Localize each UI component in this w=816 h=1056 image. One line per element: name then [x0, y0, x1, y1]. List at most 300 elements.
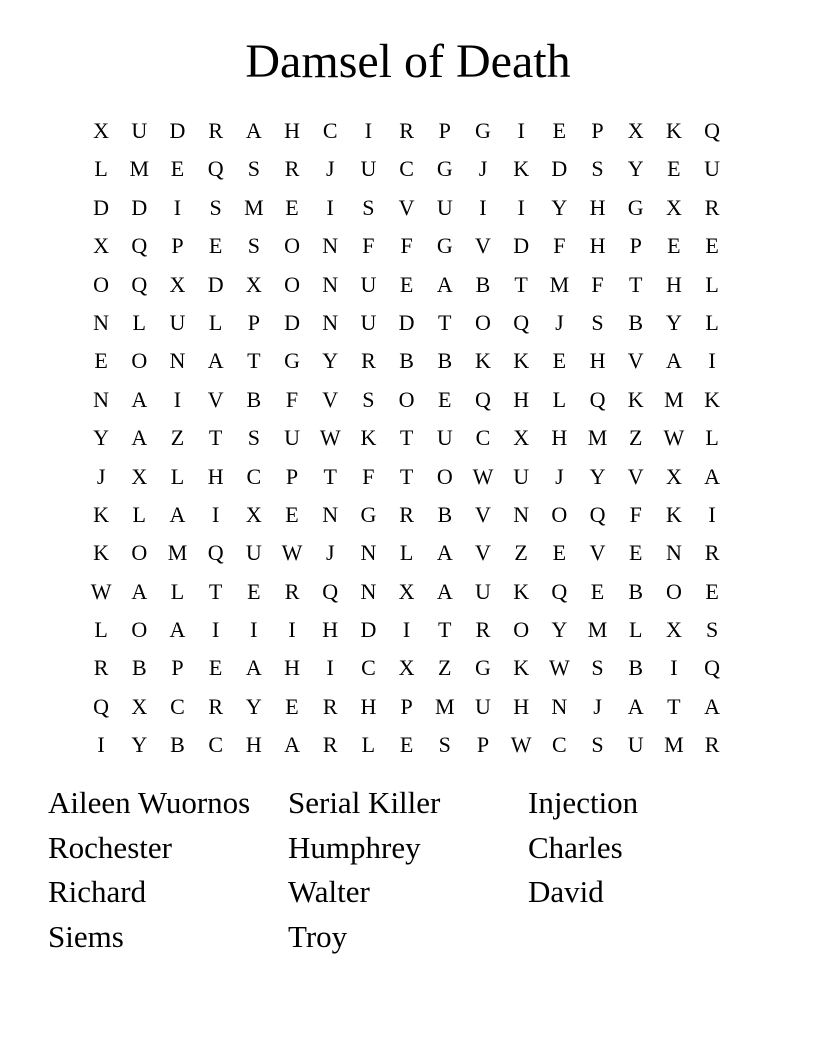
grid-letter: S: [591, 156, 604, 182]
grid-letter: R: [704, 540, 720, 566]
word-list-item: Siems: [48, 918, 124, 954]
grid-letter: U: [475, 693, 491, 719]
grid-letter: O: [513, 617, 530, 643]
grid-letter: N: [665, 540, 682, 566]
grid-letter: T: [438, 309, 452, 335]
grid-letter: M: [664, 732, 684, 758]
grid-letter: H: [513, 386, 530, 412]
grid-letter: P: [591, 118, 604, 143]
word-list-item: Injection: [528, 785, 639, 820]
grid-letter: P: [629, 233, 642, 259]
grid-letter: M: [244, 194, 264, 220]
grid-letter: Q: [131, 271, 148, 297]
grid-letter: H: [207, 463, 224, 489]
grid-letter: N: [93, 309, 110, 335]
grid-letter: W: [548, 655, 570, 681]
grid-letter: D: [284, 309, 300, 335]
grid-letter: U: [284, 425, 300, 451]
grid-letter: H: [665, 271, 682, 297]
grid-letter: I: [211, 501, 220, 527]
grid-letter: G: [360, 501, 377, 527]
grid-letter: H: [284, 655, 300, 681]
grid-letter: Y: [131, 732, 148, 758]
grid-letter: R: [399, 118, 414, 143]
grid-letter: V: [475, 501, 491, 527]
grid-letter: Q: [322, 578, 339, 604]
grid-letter: O: [398, 386, 415, 412]
grid-letter: M: [587, 617, 608, 643]
grid-letter: L: [94, 617, 108, 643]
grid-letter: O: [665, 578, 682, 604]
grid-letter: D: [513, 233, 530, 259]
grid-letter: R: [208, 693, 223, 719]
grid-letter: C: [170, 693, 185, 719]
word-list-item: Rochester: [48, 829, 172, 865]
grid-letter: Q: [704, 655, 721, 681]
grid-letter: X: [665, 617, 682, 643]
grid-letter: Y: [665, 309, 682, 335]
grid-letter: V: [627, 463, 644, 489]
grid-letter: B: [437, 348, 453, 374]
grid-letter: Q: [589, 386, 606, 412]
word-list-item: Troy: [288, 918, 348, 954]
letter-grid: [82, 112, 731, 765]
grid-letter: C: [399, 156, 414, 182]
grid-letter: R: [322, 693, 338, 719]
grid-letter: A: [131, 578, 148, 604]
grid-letter: K: [475, 348, 491, 374]
grid-letter: G: [475, 118, 491, 143]
grid-letter: I: [402, 617, 411, 643]
grid-letter: I: [364, 118, 373, 143]
grid-letter: A: [131, 386, 148, 412]
grid-letter: D: [551, 156, 568, 182]
grid-letter: E: [705, 578, 719, 604]
grid-letter: N: [322, 501, 339, 527]
grid-letter: B: [475, 271, 491, 297]
grid-letter: S: [209, 194, 222, 220]
grid-letter: G: [627, 194, 644, 220]
grid-letter: E: [94, 348, 108, 374]
grid-letter: B: [628, 655, 644, 681]
grid-letter: R: [93, 655, 109, 681]
grid-letter: K: [665, 501, 682, 527]
grid-letter: M: [435, 693, 455, 719]
grid-letter: U: [360, 156, 377, 182]
grid-letter: U: [475, 578, 491, 604]
grid-letter: P: [476, 732, 490, 758]
grid-letter: D: [207, 271, 224, 297]
grid-letter: Y: [589, 463, 606, 489]
grid-letter: U: [245, 540, 262, 566]
grid-letter: S: [705, 617, 719, 643]
grid-letter: R: [399, 501, 414, 527]
grid-letter: I: [479, 194, 487, 220]
grid-letter: B: [437, 501, 453, 527]
grid-letter: C: [246, 463, 262, 489]
grid-letter: K: [513, 655, 530, 681]
grid-letter: Y: [551, 617, 568, 643]
grid-letter: I: [708, 348, 716, 374]
grid-letter: A: [436, 578, 453, 604]
grid-letter: H: [284, 118, 300, 143]
grid-letter: U: [436, 194, 453, 220]
grid-letter: Q: [513, 309, 530, 335]
grid-letter: I: [173, 386, 182, 412]
grid-letter: J: [555, 463, 564, 489]
grid-letter: U: [436, 425, 453, 451]
grid-letter: U: [131, 118, 148, 143]
grid-letter: I: [517, 118, 525, 143]
grid-letter: A: [245, 118, 262, 143]
grid-letter: O: [93, 271, 110, 297]
grid-letter: J: [325, 540, 335, 566]
grid-letter: X: [131, 693, 148, 719]
grid-letter: T: [399, 463, 414, 489]
grid-letter: S: [362, 386, 375, 412]
grid-letter: V: [627, 348, 644, 374]
grid-letter: B: [628, 309, 644, 335]
grid-letter: X: [93, 118, 110, 143]
grid-letter: W: [281, 540, 303, 566]
grid-letter: E: [399, 271, 414, 297]
grid-letter: X: [627, 118, 644, 143]
grid-letter: R: [208, 118, 223, 143]
grid-letter: L: [170, 463, 185, 489]
grid-letter: S: [362, 194, 375, 220]
grid-letter: P: [400, 693, 413, 719]
grid-letter: O: [436, 463, 453, 489]
grid-letter: I: [97, 732, 105, 758]
grid-letter: Y: [322, 348, 339, 374]
grid-letter: A: [207, 348, 224, 374]
grid-letter: M: [549, 271, 570, 297]
grid-letter: B: [399, 348, 414, 374]
grid-letter: Q: [551, 578, 568, 604]
grid-letter: X: [245, 501, 262, 527]
grid-letter: Z: [438, 655, 452, 681]
grid-letter: D: [360, 617, 377, 643]
grid-letter: K: [513, 348, 530, 374]
grid-letter: N: [360, 540, 377, 566]
grid-letter: F: [285, 386, 299, 412]
grid-letter: N: [322, 309, 339, 335]
grid-letter: L: [361, 732, 376, 758]
grid-letter: K: [665, 118, 682, 143]
grid-letter: Q: [207, 540, 224, 566]
grid-letter: W: [90, 578, 112, 604]
grid-letter: K: [627, 386, 644, 412]
grid-letter: L: [705, 425, 719, 451]
grid-letter: A: [627, 693, 644, 719]
grid-letter: Y: [551, 194, 568, 220]
grid-letter: N: [169, 348, 186, 374]
grid-letter: N: [360, 578, 377, 604]
grid-letter: W: [510, 732, 532, 758]
grid-letter: H: [360, 693, 377, 719]
grid-letter: E: [667, 233, 681, 259]
grid-letter: E: [285, 194, 299, 220]
grid-letter: U: [360, 309, 377, 335]
grid-letter: V: [475, 540, 491, 566]
grid-letter: B: [628, 578, 644, 604]
grid-letter: F: [629, 501, 642, 527]
grid-letter: Z: [170, 425, 185, 451]
grid-letter: H: [551, 425, 568, 451]
grid-letter: I: [326, 194, 334, 220]
grid-letter: R: [284, 578, 300, 604]
grid-letter: A: [169, 501, 186, 527]
grid-letter: V: [398, 194, 415, 220]
grid-letter: I: [288, 617, 296, 643]
grid-letter: T: [514, 271, 528, 297]
grid-letter: S: [247, 156, 260, 182]
grid-letter: D: [398, 309, 415, 335]
grid-letter: X: [131, 463, 148, 489]
grid-letter: L: [399, 540, 414, 566]
grid-letter: I: [517, 194, 525, 220]
grid-letter: P: [285, 463, 299, 489]
page-title: Damsel of Death: [245, 35, 571, 88]
grid-letter: A: [284, 732, 300, 758]
grid-letter: H: [589, 348, 606, 374]
grid-letter: C: [322, 118, 338, 143]
grid-letter: H: [245, 732, 262, 758]
grid-letter: N: [322, 233, 339, 259]
grid-letter: E: [170, 156, 185, 182]
grid-letter: L: [628, 617, 643, 643]
grid-letter: Y: [627, 156, 644, 182]
grid-letter: Q: [207, 156, 224, 182]
grid-letter: V: [475, 233, 491, 259]
grid-letter: M: [129, 156, 150, 182]
grid-letter: X: [665, 463, 682, 489]
grid-letter: Z: [514, 540, 528, 566]
grid-letter: H: [513, 693, 530, 719]
grid-letter: K: [513, 156, 530, 182]
word-list-item: Richard: [48, 874, 147, 910]
grid-letter: D: [93, 194, 110, 220]
grid-letter: S: [591, 309, 604, 335]
grid-letter: R: [322, 732, 338, 758]
grid-letter: J: [555, 309, 564, 335]
grid-letter: P: [247, 309, 260, 335]
grid-letter: B: [170, 732, 185, 758]
grid-letter: T: [247, 348, 261, 374]
grid-letter: X: [665, 194, 682, 220]
grid-letter: E: [705, 233, 719, 259]
grid-letter: B: [131, 655, 147, 681]
grid-letter: U: [704, 156, 721, 182]
word-list-item: Aileen Wuornos: [48, 785, 251, 820]
grid-letter: T: [667, 693, 681, 719]
grid-letter: E: [208, 233, 223, 259]
grid-letter: G: [475, 655, 491, 681]
grid-letter: A: [131, 425, 148, 451]
grid-letter: A: [665, 348, 682, 374]
grid-letter: D: [169, 118, 186, 143]
grid-letter: T: [628, 271, 643, 297]
word-list: [48, 781, 768, 959]
grid-letter: A: [436, 540, 453, 566]
grid-letter: I: [708, 501, 716, 527]
grid-letter: C: [361, 655, 376, 681]
grid-letter: E: [399, 732, 414, 758]
grid-letter: P: [171, 655, 184, 681]
grid-letter: A: [436, 271, 453, 297]
grid-letter: D: [131, 194, 148, 220]
grid-letter: U: [627, 732, 644, 758]
grid-letter: M: [664, 386, 684, 412]
grid-letter: V: [589, 540, 606, 566]
grid-letter: F: [553, 233, 566, 259]
grid-letter: R: [475, 617, 491, 643]
grid-letter: O: [284, 271, 300, 297]
grid-letter: R: [704, 194, 720, 220]
grid-letter: E: [552, 348, 567, 374]
grid-letter: E: [552, 118, 567, 143]
grid-letter: S: [247, 233, 260, 259]
grid-letter: L: [132, 501, 146, 527]
word-list-item: David: [528, 874, 604, 910]
grid-letter: O: [131, 348, 148, 374]
grid-letter: S: [591, 655, 604, 681]
word-list-item: Walter: [288, 874, 370, 910]
grid-letter: N: [93, 386, 110, 412]
grid-letter: K: [704, 386, 721, 412]
grid-letter: L: [94, 156, 108, 182]
grid-letter: T: [323, 463, 337, 489]
grid-letter: H: [589, 194, 606, 220]
grid-letter: M: [587, 425, 608, 451]
grid-letter: A: [169, 617, 186, 643]
grid-letter: I: [670, 655, 678, 681]
grid-letter: N: [322, 271, 339, 297]
grid-letter: G: [284, 348, 300, 374]
grid-letter: S: [591, 732, 604, 758]
grid-letter: U: [360, 271, 377, 297]
grid-letter: K: [513, 578, 530, 604]
grid-letter: H: [322, 617, 339, 643]
grid-letter: A: [704, 463, 721, 489]
grid-letter: C: [208, 732, 223, 758]
grid-letter: E: [285, 501, 299, 527]
grid-letter: J: [593, 693, 602, 719]
grid-letter: E: [438, 386, 452, 412]
grid-letter: B: [246, 386, 262, 412]
grid-letter: N: [513, 501, 530, 527]
grid-letter: I: [326, 655, 334, 681]
grid-letter: G: [436, 156, 453, 182]
grid-letter: Q: [475, 386, 491, 412]
grid-letter: J: [325, 156, 335, 182]
grid-letter: G: [436, 233, 453, 259]
grid-letter: F: [362, 233, 375, 259]
grid-letter: O: [551, 501, 568, 527]
grid-letter: L: [705, 309, 719, 335]
grid-letter: U: [513, 463, 530, 489]
grid-letter: E: [247, 578, 261, 604]
grid-letter: L: [705, 271, 719, 297]
grid-letter: X: [245, 271, 262, 297]
grid-letter: F: [591, 271, 604, 297]
grid-letter: H: [589, 233, 606, 259]
grid-letter: I: [211, 617, 220, 643]
grid-letter: X: [398, 655, 415, 681]
word-list-item: Humphrey: [288, 829, 421, 865]
grid-letter: C: [475, 425, 491, 451]
grid-letter: E: [590, 578, 605, 604]
grid-letter: Q: [93, 693, 110, 719]
grid-letter: T: [208, 425, 223, 451]
grid-letter: S: [438, 732, 451, 758]
grid-letter: X: [513, 425, 530, 451]
grid-letter: C: [552, 732, 567, 758]
grid-letter: J: [478, 156, 488, 182]
grid-letter: Q: [589, 501, 606, 527]
grid-letter: W: [319, 425, 341, 451]
grid-letter: E: [285, 693, 299, 719]
grid-letter: J: [96, 463, 106, 489]
grid-letter: N: [551, 693, 568, 719]
grid-letter: I: [173, 194, 182, 220]
grid-letter: K: [93, 540, 110, 566]
grid-letter: O: [131, 540, 148, 566]
grid-letter: P: [438, 118, 451, 143]
grid-letter: L: [552, 386, 567, 412]
grid-letter: R: [361, 348, 376, 374]
grid-letter: V: [207, 386, 224, 412]
grid-letter: E: [667, 156, 681, 182]
grid-letter: K: [360, 425, 377, 451]
grid-letter: Q: [704, 118, 721, 143]
grid-letter: E: [628, 540, 643, 566]
grid-letter: I: [250, 617, 258, 643]
grid-letter: T: [208, 578, 223, 604]
grid-letter: L: [132, 309, 146, 335]
grid-letter: L: [170, 578, 185, 604]
grid-letter: A: [245, 655, 262, 681]
grid-letter: Y: [245, 693, 262, 719]
grid-letter: O: [131, 617, 148, 643]
grid-letter: Q: [131, 233, 148, 259]
grid-letter: Z: [628, 425, 643, 451]
grid-letter: W: [663, 425, 685, 451]
grid-letter: A: [704, 693, 721, 719]
grid-letter: L: [208, 309, 223, 335]
grid-letter: T: [438, 617, 452, 643]
grid-letter: E: [552, 540, 567, 566]
grid-letter: S: [247, 425, 260, 451]
grid-letter: Y: [93, 425, 110, 451]
grid-letter: F: [362, 463, 375, 489]
grid-letter: P: [171, 233, 184, 259]
grid-letter: M: [167, 540, 188, 566]
grid-letter: R: [704, 732, 720, 758]
grid-letter: E: [208, 655, 223, 681]
grid-letter: O: [475, 309, 491, 335]
grid-letter: F: [400, 233, 413, 259]
grid-letter: W: [472, 463, 494, 489]
word-list-item: Charles: [528, 829, 623, 865]
grid-letter: R: [284, 156, 300, 182]
grid-letter: K: [93, 501, 110, 527]
grid-letter: T: [399, 425, 414, 451]
grid-letter: V: [322, 386, 339, 412]
grid-letter: O: [284, 233, 300, 259]
grid-letter: U: [169, 309, 186, 335]
grid-letter: X: [169, 271, 186, 297]
